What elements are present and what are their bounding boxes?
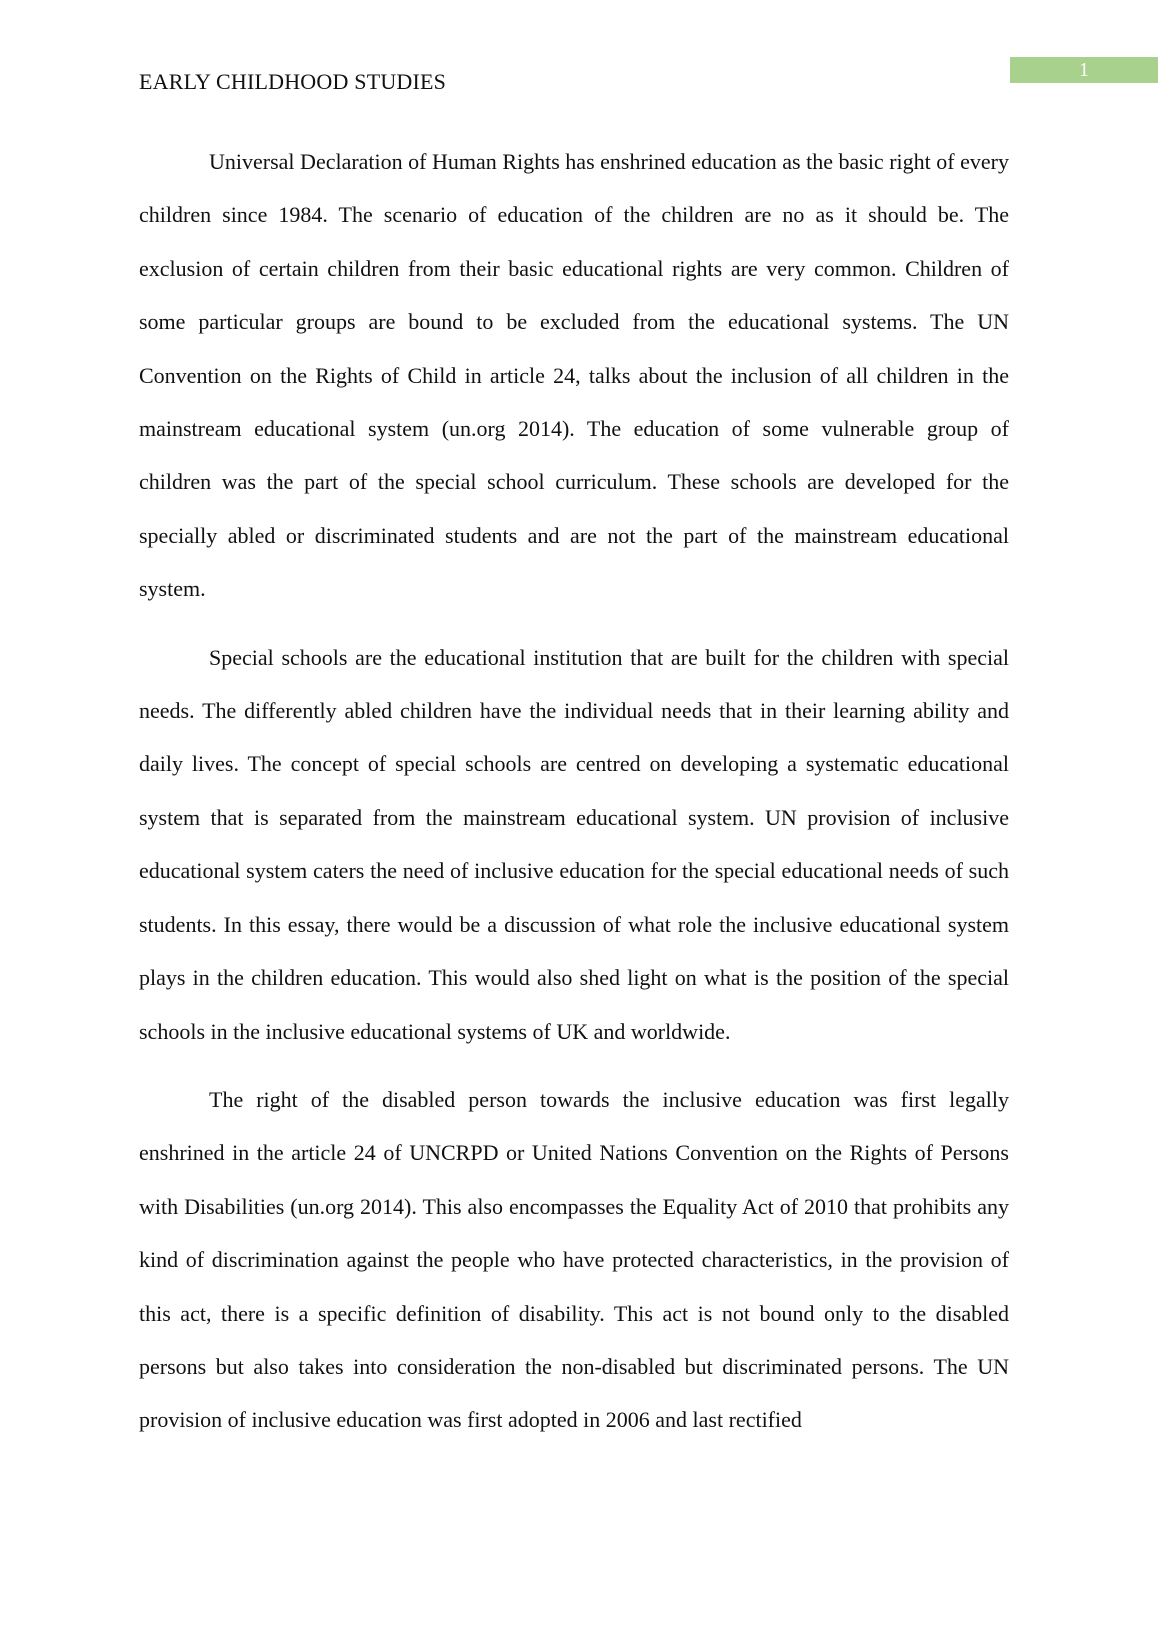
paragraph-1: Universal Declaration of Human Rights has enshrined education as the basic right of every children since 1984. The scenario of education of the children are no as it should be. The exclusion of certain children from their basic educational rights are very common. Children of some particular groups are bound to be excluded from the educational systems. The UN Convention on the Rights of Child in article 24, talks about the inclusion of all children in the mainstream educational system (un.org 2014). The education of some vulnerable group of children was the part of the special school curriculum. These schools are developed for the specially abled or discriminated students and are not the part of the mainstream educational system. [139,149,1009,602]
page-number: 1 [1010,57,1158,83]
document-body [139,135,1009,1462]
paragraph-2: Special schools are the educational institution that are built for the children with special needs. The differently abled children have the individual needs that in their learning ability and daily lives. The concept of special schools are centred on developing a systematic educational system that is separated from the mainstream educational system. UN provision of inclusive educational system caters the need of inclusive education for the special educational needs of such students. In this essay, there would be a discussion of what role the inclusive educational system plays in the children education. This would also shed light on what is the position of the special schools in the inclusive educational systems of UK and worldwide. [139,644,1009,1044]
paragraph-3: The right of the disabled person towards the inclusive education was first legally enshrined in the article 24 of UNCRPD or United Nations Convention on the Rights of Persons with Disabilities (un.org 2014). This also encompasses the Equality Act of 2010 that prohibits any kind of discrimination against the people who have protected characteristics, in the provision of this act, there is a specific definition of disability. This act is not bound only to the disabled persons but also takes into consideration the non-disabled but discriminated persons. The UN provision of inclusive education was first adopted in 2006 and last rectified [139,1086,1009,1433]
running-head: EARLY CHILDHOOD STUDIES [139,69,447,94]
